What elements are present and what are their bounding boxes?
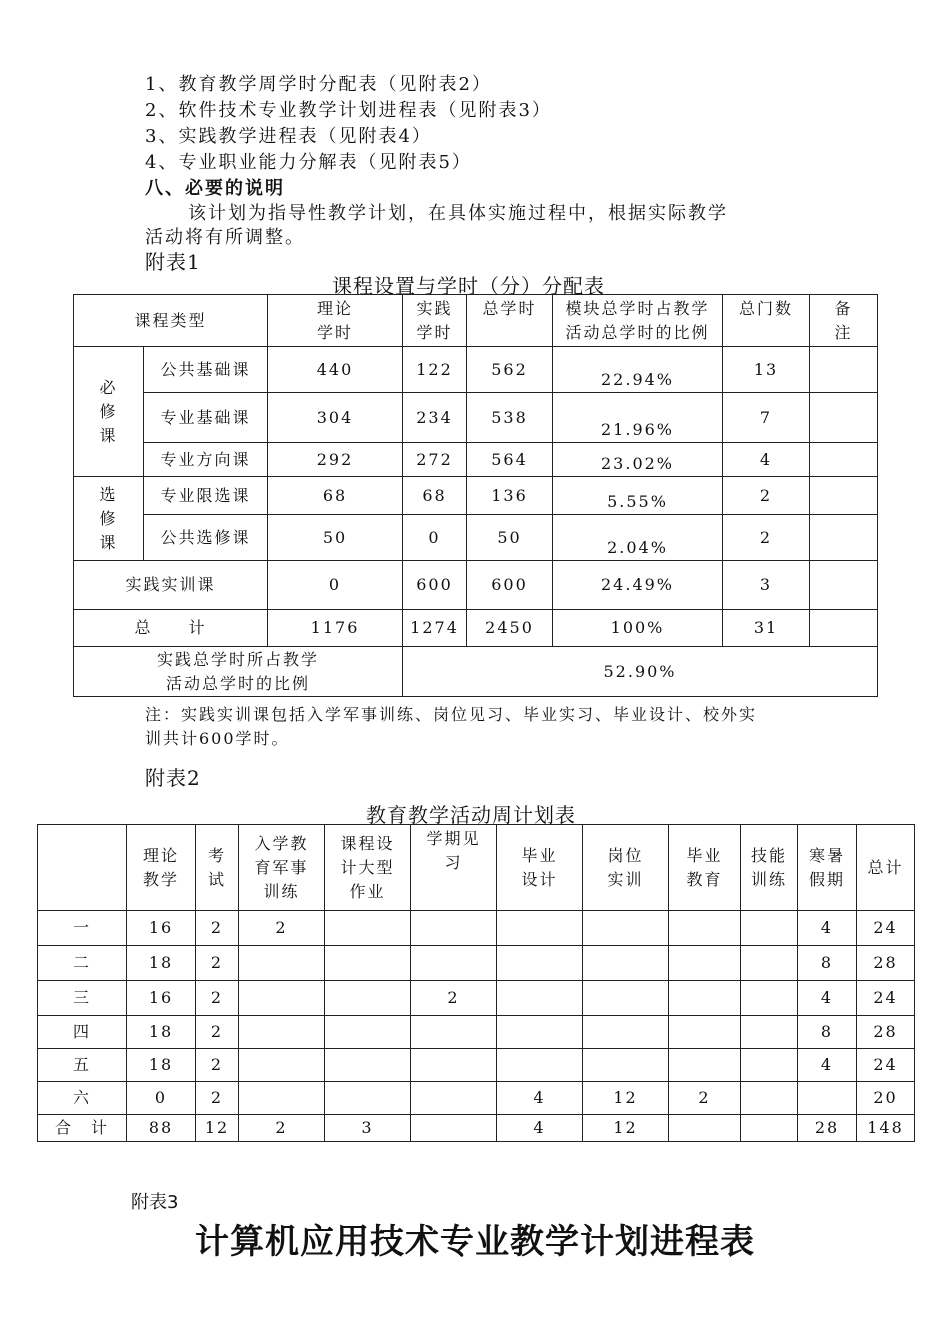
row-cell	[669, 981, 741, 1016]
row-ratio: 5.55%	[553, 477, 723, 515]
row-cell	[411, 911, 497, 946]
header-course-design: 课程设 计大型 作业	[325, 825, 411, 911]
row-cell: 2	[196, 1016, 239, 1049]
row-cell	[741, 946, 798, 981]
row-cell: 24	[857, 1049, 915, 1082]
row-cell	[741, 981, 798, 1016]
row-cell: 2	[196, 1082, 239, 1115]
row-term: 合 计	[38, 1115, 127, 1142]
row-name: 专业基础课	[144, 393, 268, 443]
row-total: 562	[467, 347, 553, 393]
row-cell	[741, 1115, 798, 1142]
table-row	[38, 1082, 915, 1115]
list-item-1: 1、教育教学周学时分配表（见附表2）	[145, 74, 492, 95]
table-row-sum	[74, 610, 878, 647]
table-row	[74, 443, 878, 477]
row-cell	[741, 1082, 798, 1115]
row-cell	[325, 1016, 411, 1049]
row-cell	[497, 911, 583, 946]
row-ratio: 22.94%	[553, 347, 723, 393]
row-count: 2	[723, 477, 810, 515]
table-row	[74, 477, 878, 515]
row-cell: 0	[127, 1082, 196, 1115]
appendix2-label: 附表2	[145, 766, 201, 790]
row-cell	[239, 1016, 325, 1049]
row-cell	[741, 911, 798, 946]
row-cell: 2	[669, 1082, 741, 1115]
row-theory: 0	[268, 561, 403, 610]
row-name: 总 计	[74, 610, 268, 647]
row-total: 564	[467, 443, 553, 477]
row-cell: 24	[857, 981, 915, 1016]
row-cell: 2	[196, 911, 239, 946]
row-term: 四	[38, 1016, 127, 1049]
row-theory: 1176	[268, 610, 403, 647]
appendix1-title: 课程设置与学时（分）分配表	[332, 274, 605, 298]
row-practice: 68	[403, 477, 467, 515]
table-row	[74, 515, 878, 561]
row-count: 4	[723, 443, 810, 477]
row-cell: 24	[857, 911, 915, 946]
row-cell	[741, 1049, 798, 1082]
row-cell	[669, 1016, 741, 1049]
row-cell: 2	[196, 946, 239, 981]
row-cell: 28	[857, 1016, 915, 1049]
row-cell	[411, 1082, 497, 1115]
row-count: 7	[723, 393, 810, 443]
header-term-internship: 学期见 习	[411, 825, 497, 911]
row-cell: 2	[196, 1049, 239, 1082]
row-cell: 20	[857, 1082, 915, 1115]
row-name: 专业限选课	[144, 477, 268, 515]
list-item-3: 3、实践教学进程表（见附表4）	[145, 126, 432, 147]
row-remark	[810, 477, 878, 515]
row-remark	[810, 393, 878, 443]
header-graduation-education: 毕业 教育	[669, 825, 741, 911]
row-name: 专业方向课	[144, 443, 268, 477]
row-cell	[669, 911, 741, 946]
table-header-row	[38, 825, 915, 911]
row-cell: 8	[798, 1016, 857, 1049]
row-cell: 18	[127, 1049, 196, 1082]
row-term: 一	[38, 911, 127, 946]
row-cell	[239, 1049, 325, 1082]
row-cell	[798, 1082, 857, 1115]
header-post-training: 岗位 实训	[583, 825, 669, 911]
row-cell	[325, 981, 411, 1016]
header-theory-teaching: 理论 教学	[127, 825, 196, 911]
row-cell	[669, 946, 741, 981]
header-total: 总学时	[467, 295, 553, 347]
row-count: 3	[723, 561, 810, 610]
row-theory: 440	[268, 347, 403, 393]
practice-ratio-value: 52.90%	[403, 647, 878, 697]
row-theory: 68	[268, 477, 403, 515]
row-cell: 16	[127, 981, 196, 1016]
header-skill-training: 技能 训练	[741, 825, 798, 911]
row-term: 五	[38, 1049, 127, 1082]
table-row-practice	[74, 561, 878, 610]
row-remark	[810, 347, 878, 393]
row-cell: 2	[196, 981, 239, 1016]
header-term	[38, 825, 127, 911]
row-theory: 304	[268, 393, 403, 443]
row-cell: 4	[497, 1082, 583, 1115]
row-ratio: 21.96%	[553, 393, 723, 443]
section-heading: 八、必要的说明	[145, 178, 285, 199]
group-elective: 选 修 课	[74, 477, 144, 561]
course-hours-table	[73, 294, 878, 697]
row-cell	[411, 1016, 497, 1049]
list-item-4: 4、专业职业能力分解表（见附表5）	[145, 152, 472, 173]
row-practice: 272	[403, 443, 467, 477]
header-vacation: 寒暑 假期	[798, 825, 857, 911]
row-remark	[810, 561, 878, 610]
row-cell	[411, 1049, 497, 1082]
row-cell	[411, 1115, 497, 1142]
header-graduation-design: 毕业 设计	[497, 825, 583, 911]
row-cell	[325, 1049, 411, 1082]
appendix1-label: 附表1	[145, 250, 201, 274]
row-cell: 12	[583, 1082, 669, 1115]
row-total: 50	[467, 515, 553, 561]
row-cell	[239, 981, 325, 1016]
row-term: 二	[38, 946, 127, 981]
table-row	[74, 393, 878, 443]
row-name: 实践实训课	[74, 561, 268, 610]
section-paragraph-line2: 活动将有所调整。	[145, 227, 305, 248]
row-practice: 600	[403, 561, 467, 610]
table-row	[38, 1049, 915, 1082]
row-remark	[810, 610, 878, 647]
row-total: 600	[467, 561, 553, 610]
row-name: 公共基础课	[144, 347, 268, 393]
table-row	[38, 981, 915, 1016]
row-cell: 18	[127, 1016, 196, 1049]
row-cell: 16	[127, 911, 196, 946]
list-item-2: 2、软件技术专业教学计划进程表（见附表3）	[145, 100, 552, 121]
row-cell	[497, 946, 583, 981]
row-cell	[325, 1082, 411, 1115]
row-practice: 1274	[403, 610, 467, 647]
header-course-type: 课程类型	[74, 295, 268, 347]
row-count: 31	[723, 610, 810, 647]
appendix3-title: 计算机应用技术专业教学计划进程表	[195, 1222, 755, 1262]
row-count: 13	[723, 347, 810, 393]
group-required: 必 修 课	[74, 347, 144, 477]
row-cell	[583, 911, 669, 946]
row-practice: 0	[403, 515, 467, 561]
row-cell	[583, 1049, 669, 1082]
weekly-plan-table	[37, 824, 915, 1142]
appendix2-title: 教育教学活动周计划表	[366, 803, 576, 827]
row-cell	[497, 1049, 583, 1082]
row-cell: 3	[325, 1115, 411, 1142]
row-theory: 292	[268, 443, 403, 477]
header-military-training: 入学教 育军事 训练	[239, 825, 325, 911]
section-paragraph-line1: 该计划为指导性教学计划，在具体实施过程中，根据实际教学	[188, 203, 728, 224]
row-total: 2450	[467, 610, 553, 647]
table-row	[38, 946, 915, 981]
practice-ratio-label: 实践总学时所占教学 活动总学时的比例	[74, 647, 403, 697]
row-cell: 4	[798, 981, 857, 1016]
row-theory: 50	[268, 515, 403, 561]
row-name: 公共选修课	[144, 515, 268, 561]
table-header-row	[74, 295, 878, 347]
row-remark	[810, 443, 878, 477]
row-cell	[239, 1082, 325, 1115]
row-count: 2	[723, 515, 810, 561]
row-cell	[497, 981, 583, 1016]
table-row	[38, 911, 915, 946]
row-total: 538	[467, 393, 553, 443]
row-cell: 4	[798, 911, 857, 946]
header-practice: 实践 学时	[403, 295, 467, 347]
row-practice: 122	[403, 347, 467, 393]
row-cell	[583, 946, 669, 981]
row-cell	[325, 911, 411, 946]
row-term: 三	[38, 981, 127, 1016]
row-ratio: 23.02%	[553, 443, 723, 477]
header-exam: 考 试	[196, 825, 239, 911]
table-row	[38, 1016, 915, 1049]
row-cell: 2	[411, 981, 497, 1016]
row-ratio: 24.49%	[553, 561, 723, 610]
row-cell	[583, 1016, 669, 1049]
row-cell: 88	[127, 1115, 196, 1142]
row-ratio: 2.04%	[553, 515, 723, 561]
row-cell: 2	[239, 1115, 325, 1142]
row-cell	[741, 1016, 798, 1049]
row-ratio: 100%	[553, 610, 723, 647]
row-cell	[411, 946, 497, 981]
table-row-practice-ratio	[74, 647, 878, 697]
row-cell: 12	[583, 1115, 669, 1142]
appendix3-label: 附表3	[131, 1192, 179, 1213]
header-theory: 理论 学时	[268, 295, 403, 347]
row-cell: 18	[127, 946, 196, 981]
row-cell	[497, 1016, 583, 1049]
row-practice: 234	[403, 393, 467, 443]
row-cell	[325, 946, 411, 981]
row-cell: 8	[798, 946, 857, 981]
table-note-line1: 注：实践实训课包括入学军事训练、岗位见习、毕业实习、毕业设计、校外实	[145, 705, 758, 724]
table-note-line2: 训共计600学时。	[145, 729, 290, 748]
row-cell: 4	[798, 1049, 857, 1082]
table-row	[74, 347, 878, 393]
row-cell: 28	[798, 1115, 857, 1142]
row-total: 136	[467, 477, 553, 515]
header-total: 总计	[857, 825, 915, 911]
row-cell: 148	[857, 1115, 915, 1142]
row-cell	[669, 1049, 741, 1082]
header-remark: 备 注	[810, 295, 878, 347]
header-ratio: 模块总学时占教学 活动总学时的比例	[553, 295, 723, 347]
row-term: 六	[38, 1082, 127, 1115]
row-cell	[239, 946, 325, 981]
row-cell	[583, 981, 669, 1016]
row-cell: 2	[239, 911, 325, 946]
row-cell	[669, 1115, 741, 1142]
row-cell: 12	[196, 1115, 239, 1142]
row-remark	[810, 515, 878, 561]
row-cell: 28	[857, 946, 915, 981]
header-count: 总门数	[723, 295, 810, 347]
row-cell: 4	[497, 1115, 583, 1142]
table-row	[38, 1115, 915, 1142]
